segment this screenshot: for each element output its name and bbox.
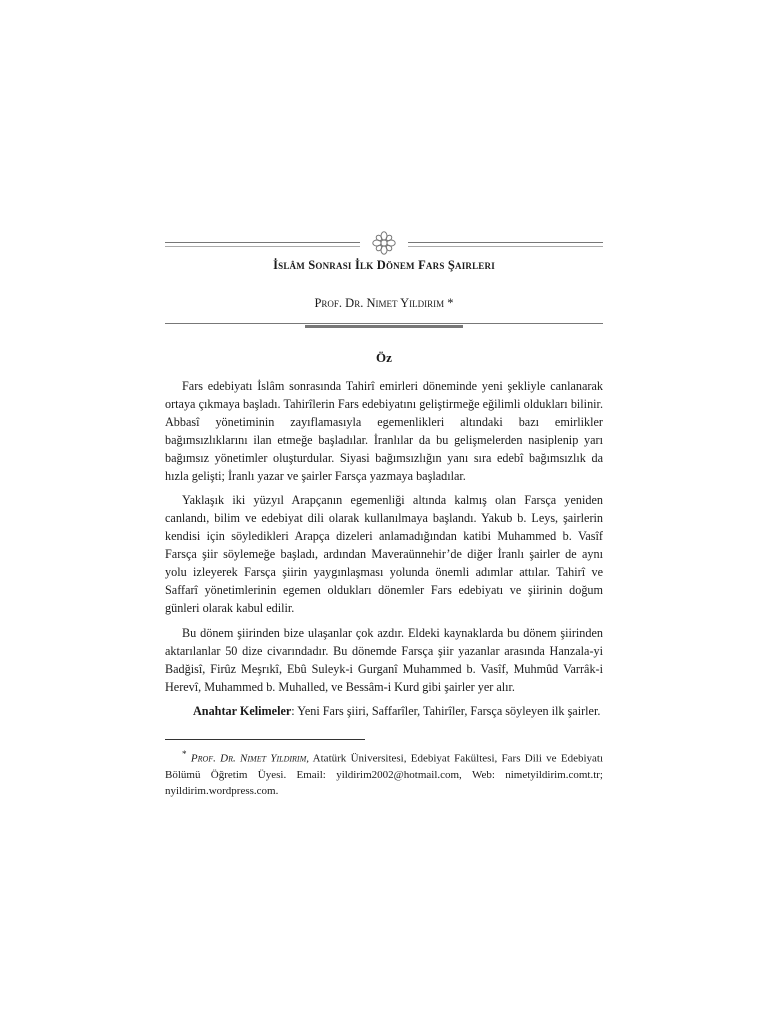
keywords-label: Anahtar Kelimeler — [193, 704, 292, 719]
keywords — [165, 703, 603, 721]
article-title: İslâm Sonrası İlk Dönem Fars Şairleri — [273, 258, 495, 272]
ornament-rule-left-lower — [165, 246, 360, 247]
abstract-paragraph: Fars edebiyatı İslâm sonrasında Tahirî emirleri döneminde yeni şekliyle canlanarak ortaya çıkmaya başladı. Tahirîlerin Fars edebiyatını geliştirmeğe eğilimli oldukları bilinir. Abbasî yönetiminin zayıflamasıyla egemenlikleri altındaki bazı emirlikler bağımsızlıklarını ilan etmeğe başladılar. İranlılar da bu gelişmelerden nasiplenip yarı bağımsız yönetimler oluşturdular. Siyasi bağımsızlığın yanı sıra edebî bağımsızlık da hızla gelişti; İranlı yazar ve şairler Farsça yazmaya başladılar. — [165, 379, 603, 483]
ornament-rule-left — [165, 242, 360, 243]
article-author: Prof. Dr. Nimet Yıldırım * — [314, 296, 454, 310]
footnote-mark: * — [182, 749, 187, 760]
abstract-paragraph: Bu dönem şiirinden bize ulaşanlar çok azdır. Eldeki kaynaklarda bu dönem şiirinden aktarılanlar 50 dize civarındadır. Bu dönemde Farsça şiir yazanlar arasında Hanzala-yi Badğisî, Firûz Meşrıkî, Ebû Suleyk-i Gurganî Muhammed b. Vasîf, Muhmûd Varrâk-i Herevî, Muhammed b. Muhalled, ve Bessâm-i Kurd gibi şairler yer alır. — [165, 625, 603, 694]
footnote — [165, 746, 603, 799]
ornament-rule-right — [408, 242, 603, 243]
abstract-heading: Öz — [376, 350, 392, 365]
article-page — [165, 228, 603, 799]
keywords-text: : Yeni Fars şiiri, Saffarîler, Tahirîler, Farsça söyleyen ilk şairler. — [291, 704, 601, 719]
abstract-paragraph: Yaklaşık iki yüzyıl Arapçanın egemenliği altında kalmış olan Farsça yeniden canlandı, bilim ve edebiyat dili olarak kullanılmaya başlandı. Yakub b. Leys, şairlerin kendisi için söyledikleri Arapça dizeleri anlamadığından katibi Muhammed b. Vasîf Farsça şiir söylemeğe başladı, ardından Maveraünnehir’de diğer İranlı şairler de aynı yolu izleyerek Farsça şiirin yaygınlaşması yolunda önemli adımlar attılar. Tahirî ve Saffarî yönetimlerinin egemen oldukları dönemler Fars edebiyatı ve şiirinin doğum günleri olarak kabul edilir. — [165, 493, 603, 615]
header-ornament-row — [165, 228, 603, 258]
header-divider-thick — [305, 325, 463, 328]
header-divider — [165, 323, 603, 324]
footnote-divider — [165, 739, 365, 740]
ornament-rule-right-lower — [408, 246, 603, 247]
footnote-text: Atatürk Üniversitesi, Edebiyat Fakültesi, Fars Dili ve Edebiyatı Bölümü Öğretim Üyesi. Email: yildirim2002@hotmail.com, Web: nimetyildirim.comt.tr; nyildirim.wordpress.com. — [165, 752, 604, 797]
floral-ornament-icon — [370, 230, 398, 256]
footnote-author-name: Prof. Dr. Nimet Yıldırım, — [190, 752, 309, 765]
